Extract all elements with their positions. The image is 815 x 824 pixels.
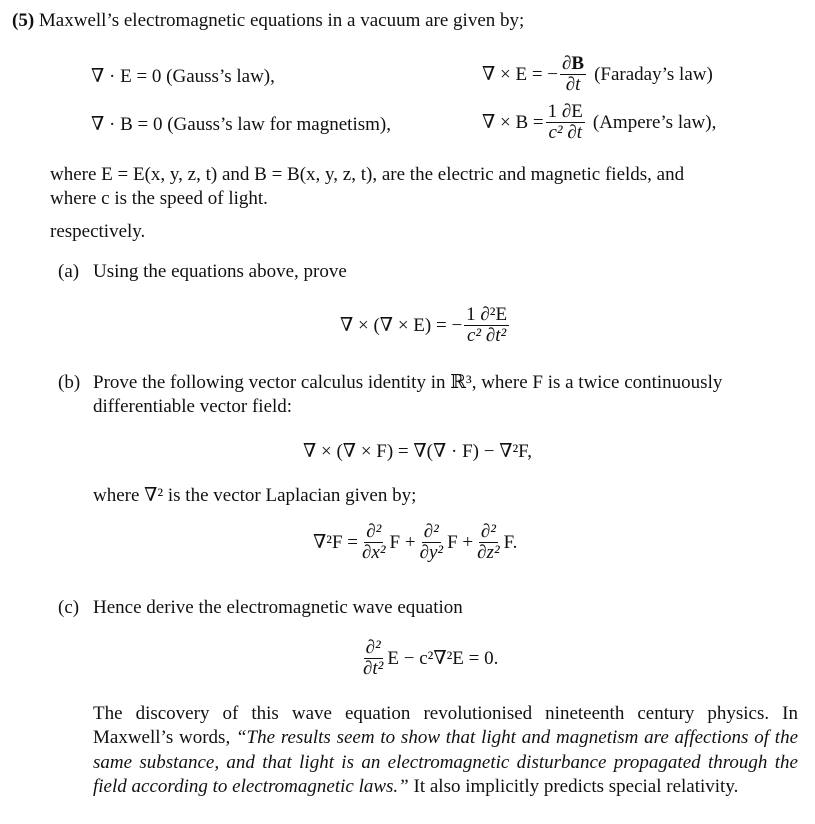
- wave-eq-numerator: ∂²: [365, 637, 381, 658]
- ampere-fraction: [546, 102, 585, 143]
- laplacian-frac-x-num: ∂²: [366, 521, 382, 542]
- part-b-text-line1: Prove the following vector calculus identity in ℝ³, where F is a twice continuously: [93, 372, 723, 393]
- closing-tail: It also implicitly predicts special relativity.: [408, 775, 739, 797]
- laplacian-where-text: where ∇² is the vector Laplacian given by;: [93, 485, 417, 506]
- faraday-denominator: ∂t: [565, 74, 581, 95]
- laplacian-frac-x: [360, 522, 388, 563]
- vector-identity-equation: ∇ × (∇ × F) = ∇(∇ · F) − ∇²F,: [303, 441, 532, 462]
- wave-eq-fraction: [361, 638, 385, 679]
- laplacian-frac-z: [475, 522, 501, 563]
- gauss-law-equation: [91, 66, 275, 88]
- part-c-text: Hence derive the electromagnetic wave equation: [93, 597, 463, 618]
- part-a-numerator: 1 ∂²E: [466, 304, 508, 325]
- faraday-numerator: ∂B: [562, 53, 585, 74]
- maxwell-quote: “The results seem to show that light and magnetism are affections of the same substance, and that light is an electromagnetic disturbance propagated through the field according to electromagnetic laws.”: [93, 727, 798, 797]
- part-b-label: (b): [58, 372, 81, 393]
- laplacian-frac-x-den: ∂x²: [362, 542, 386, 563]
- problem-number: (5): [12, 10, 35, 31]
- gauss-law-lhs: ∇ · E = 0: [91, 66, 162, 87]
- faraday-fraction: [560, 54, 586, 95]
- laplacian-frac-z-den: ∂z²: [477, 542, 500, 563]
- wave-eq-denominator: ∂t²: [363, 658, 384, 679]
- part-a-equation: [340, 305, 511, 346]
- ampere-law-equation: [482, 102, 716, 143]
- faraday-law-equation: [482, 54, 713, 95]
- closing-lead: The discovery of this wave equation revolutionised nineteenth century physics. In Maxwell’s words,: [93, 703, 798, 749]
- part-a-fraction: [464, 305, 509, 346]
- laplacian-lhs: ∇²F =: [313, 531, 358, 553]
- ampere-lhs: ∇ × B =: [482, 111, 544, 133]
- where-fields-line2: where c is the speed of light.: [50, 188, 268, 209]
- gauss-magnetism-label: (Gauss’s law for magnetism),: [167, 114, 391, 135]
- part-a-text: Using the equations above, prove: [93, 261, 347, 282]
- laplacian-term-x: F +: [389, 531, 416, 553]
- ampere-label: (Ampere’s law),: [592, 111, 717, 133]
- faraday-label: (Faraday’s law): [594, 63, 713, 85]
- part-c-label: (c): [58, 597, 80, 618]
- faraday-lhs: ∇ × E = −: [482, 63, 559, 85]
- laplacian-frac-z-num: ∂²: [480, 521, 496, 542]
- part-a-denominator: c² ∂t²: [467, 325, 507, 346]
- respectively-text: respectively.: [50, 221, 146, 242]
- problem-header: [12, 10, 524, 32]
- ampere-denominator: c² ∂t: [548, 122, 583, 143]
- gauss-magnetism-lhs: ∇ · B = 0: [91, 114, 163, 135]
- closing-paragraph: [93, 702, 798, 799]
- laplacian-frac-y: [418, 522, 446, 563]
- wave-equation: [359, 638, 498, 679]
- part-a-label: (a): [58, 261, 80, 282]
- gauss-law-label: (Gauss’s law),: [166, 66, 275, 87]
- wave-eq-rest: E − c²∇²E = 0.: [387, 647, 499, 669]
- laplacian-equation: [313, 522, 517, 563]
- laplacian-frac-y-num: ∂²: [423, 521, 439, 542]
- gauss-magnetism-equation: [91, 114, 391, 136]
- ampere-numerator: 1 ∂E: [547, 101, 583, 122]
- where-fields-line1: where E = E(x, y, z, t) and B = B(x, y, z, t), are the electric and magnetic fields, and: [50, 164, 685, 185]
- laplacian-term-y: F +: [447, 531, 474, 553]
- part-a-eq-lhs: ∇ × (∇ × E) = −: [340, 314, 463, 336]
- laplacian-term-z: F.: [503, 531, 518, 553]
- part-b-text-line2: differentiable vector field:: [93, 396, 293, 417]
- laplacian-frac-y-den: ∂y²: [419, 542, 444, 563]
- problem-intro: Maxwell’s electromagnetic equations in a vacuum are given by;: [38, 10, 525, 31]
